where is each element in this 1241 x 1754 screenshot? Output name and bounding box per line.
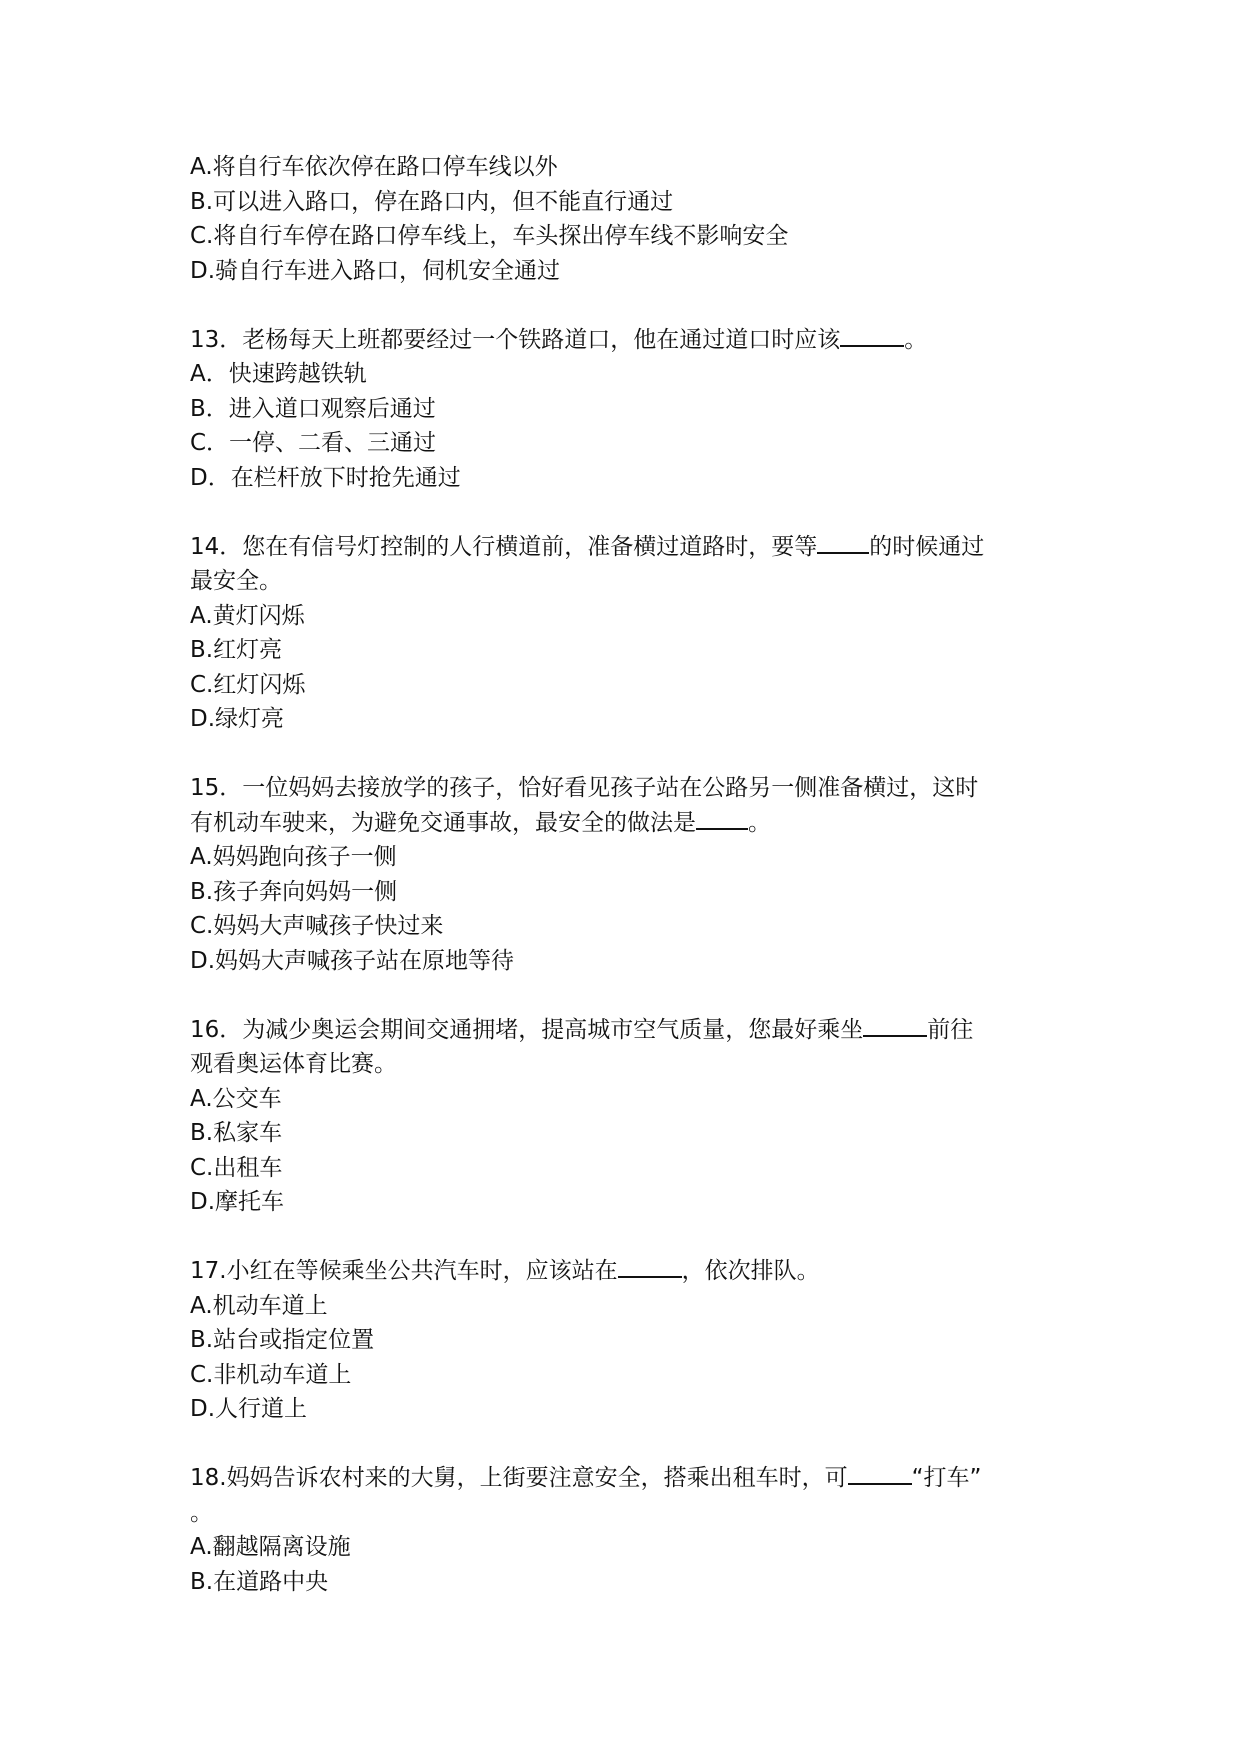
question-15-stem-text: 有机动车驶来，为避免交通事故，最安全的做法是	[190, 809, 696, 836]
question-16-stem-text: 16．为减少奥运会期间交通拥堵，提高城市空气质量，您最好乘坐	[190, 1016, 864, 1043]
option-16-b: B.私家车	[190, 1120, 283, 1146]
question-18	[190, 1461, 1070, 1599]
option-17-a: A.机动车道上	[190, 1292, 328, 1319]
option-17-b: B.站台或指定位置	[190, 1327, 375, 1353]
question-15-stem-end: 。	[748, 809, 771, 836]
option-13-b: B．进入道口观察后通过	[190, 395, 436, 422]
answer-blank	[817, 530, 869, 554]
question-18-stem-line2: 。	[190, 1499, 213, 1526]
answer-blank	[863, 1013, 927, 1037]
question-14-stem	[190, 530, 1070, 565]
option-17-d: D.人行道上	[190, 1396, 308, 1422]
option-18-b: B.在道路中央	[190, 1568, 329, 1595]
option-16-a: A.公交车	[190, 1085, 282, 1112]
option-12-b: B.可以进入路口，停在路口内，但不能直行通过	[190, 188, 674, 215]
answer-blank	[696, 806, 748, 830]
question-13-stem-text: 13．老杨每天上班都要经过一个铁路道口，他在通过道口时应该	[190, 326, 841, 353]
option-16-c: C.出租车	[190, 1154, 283, 1181]
question-15-stem-line2	[190, 806, 1070, 841]
option-18-a: A.翻越隔离设施	[190, 1534, 351, 1560]
question-17-stem-text: 17.小红在等候乘坐公共汽车时，应该站在	[190, 1258, 618, 1284]
question-13	[190, 323, 1070, 496]
option-12-a: A.将自行车依次停在路口停车线以外	[190, 154, 558, 180]
question-16-stem-end: 前往	[927, 1016, 974, 1043]
question-17	[190, 1254, 1070, 1427]
question-18-stem	[190, 1461, 1070, 1496]
option-12-c: C.将自行车停在路口停车线上，车头探出停车线不影响安全	[190, 223, 789, 249]
option-15-c: C.妈妈大声喊孩子快过来	[190, 913, 444, 939]
question-13-stem	[190, 323, 1070, 358]
document-page	[190, 150, 1070, 1599]
option-15-d: D.妈妈大声喊孩子站在原地等待	[190, 947, 515, 974]
option-13-a: A．快速跨越铁轨	[190, 361, 367, 387]
question-14-stem-end: 的时候通过	[869, 533, 985, 560]
option-14-b: B.红灯亮	[190, 637, 283, 663]
question-14	[190, 530, 1070, 737]
answer-blank	[840, 323, 904, 347]
option-16-d: D.摩托车	[190, 1189, 285, 1215]
question-15	[190, 771, 1070, 978]
option-17-c: C.非机动车道上	[190, 1361, 352, 1388]
question-14-stem-text: 14．您在有信号灯控制的人行横道前，准备横过道路时，要等	[190, 533, 818, 560]
question-18-stem-text: 18.妈妈告诉农村来的大舅，上街要注意安全，搭乘出租车时，可	[190, 1465, 848, 1491]
question-15-stem-line1: 15．一位妈妈去接放学的孩子，恰好看见孩子站在公路另一侧准备横过，这时	[190, 775, 979, 801]
option-13-c: C．一停、二看、三通过	[190, 430, 437, 456]
option-13-d: D．在栏杆放下时抢先通过	[190, 464, 461, 491]
option-14-c: C.红灯闪烁	[190, 671, 306, 698]
option-14-d: D.绿灯亮	[190, 706, 285, 732]
question-16-stem-line2: 观看奥运体育比赛。	[190, 1051, 397, 1077]
question-18-stem-end: “打车”	[911, 1465, 982, 1491]
question-12-options	[190, 150, 1070, 288]
question-17-stem	[190, 1254, 1070, 1289]
answer-blank	[618, 1254, 682, 1278]
question-14-stem-line2: 最安全。	[190, 568, 282, 594]
question-17-stem-end: ，依次排队。	[681, 1258, 820, 1284]
option-12-d: D.骑自行车进入路口，伺机安全通过	[190, 257, 561, 284]
option-14-a: A.黄灯闪烁	[190, 602, 305, 629]
option-15-b: B.孩子奔向妈妈一侧	[190, 878, 398, 905]
question-13-stem-end: 。	[904, 326, 928, 353]
answer-blank	[848, 1461, 912, 1485]
question-16-stem	[190, 1013, 1070, 1048]
question-16	[190, 1013, 1070, 1220]
option-15-a: A.妈妈跑向孩子一侧	[190, 844, 397, 870]
